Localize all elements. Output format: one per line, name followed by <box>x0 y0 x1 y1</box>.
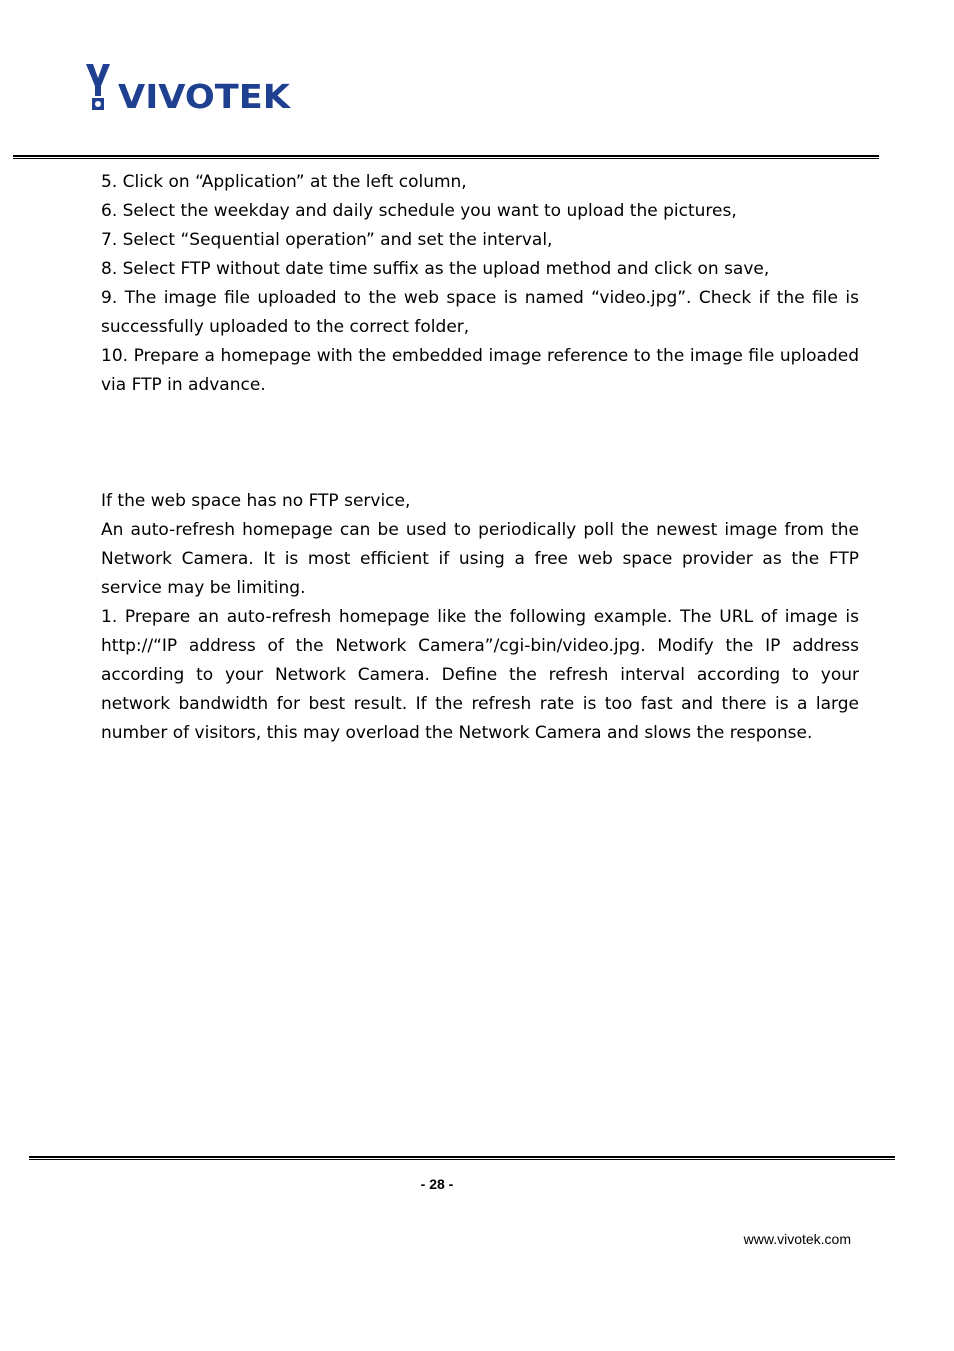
step-5: 5. Click on “Application” at the left column, <box>101 172 467 192</box>
step-6: 6. Select the weekday and daily schedule you want to upload the pictures, <box>101 201 737 221</box>
main-content <box>101 168 859 748</box>
vivotek-logo-icon <box>84 62 294 114</box>
svg-text:VIVOTEK: VIVOTEK <box>118 77 292 114</box>
footer-divider <box>29 1156 895 1160</box>
header-divider <box>13 155 879 159</box>
step-10: 10. Prepare a homepage with the embedded image reference to the image file uploaded via FTP in advance. <box>101 346 859 395</box>
no-ftp-intro: If the web space has no FTP service, <box>101 491 411 511</box>
step-7: 7. Select “Sequential operation” and set the interval, <box>101 230 553 250</box>
page-number: - 28 - <box>420 1176 454 1192</box>
vivotek-logo <box>84 62 294 114</box>
step-8: 8. Select FTP without date time suffix as the upload method and click on save, <box>101 259 770 279</box>
no-ftp-paragraph: An auto-refresh homepage can be used to periodically poll the newest image from the Network Camera. It is most efficient if using a free web space provider as the FTP service may be limiting. <box>101 520 859 598</box>
section-spacer <box>101 400 859 487</box>
footer-website: www.vivotek.com <box>743 1231 851 1247</box>
step-9: 9. The image file uploaded to the web space is named “video.jpg”. Check if the file is successfully uploaded to the correct folder, <box>101 288 859 337</box>
no-ftp-step-1: 1. Prepare an auto-refresh homepage like the following example. The URL of image is http://“IP address of the Network Camera”/cgi-bin/video.jpg. Modify the IP address according to your Network Camera. Define the refresh interval according to your network bandwidth for best result. If the refresh rate is too fast and there is a large number of visitors, this may overload the Network Camera and slows the response. <box>101 607 859 743</box>
